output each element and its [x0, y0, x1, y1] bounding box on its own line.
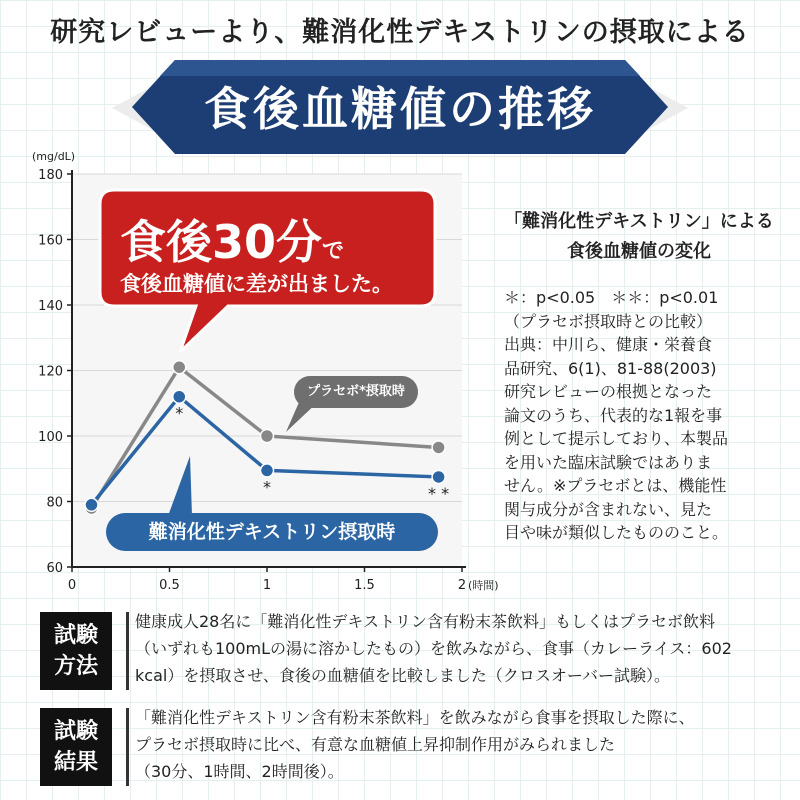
note-line: せん。※プラセボとは、機能性 — [504, 476, 727, 495]
note-line: 品研究、6(1)、81-88(2003) — [504, 358, 717, 378]
note-line: （プラセボ摂取時との比較） — [504, 311, 713, 331]
significance-mark: * — [175, 403, 184, 423]
note-line: 例として提示しており、本製品 — [504, 429, 729, 448]
x-tick-label: 0.5 — [159, 578, 180, 593]
result-label — [40, 708, 112, 786]
note-line: 関与成分が含まれない、見た — [504, 499, 713, 519]
method-label — [40, 612, 112, 690]
y-tick-label: 100 — [38, 430, 63, 445]
result-label-line2: 結果 — [53, 750, 98, 775]
side-title-line2: 食後血糖値の変化 — [567, 241, 711, 262]
callout-big-text: 食後30分 — [120, 215, 323, 269]
y-axis-label: (mg/dL) — [32, 150, 76, 163]
y-tick-label: 160 — [38, 233, 63, 249]
data-point-dextrin — [432, 470, 445, 483]
note-line: 論文のうち、代表的な1報を事 — [504, 405, 723, 425]
note-line: 出典：中川ら、健康・栄養食 — [504, 335, 713, 354]
side-title-line1: 「難消化性デキストリン」による — [504, 211, 774, 232]
x-axis-label: (時間) — [468, 579, 499, 592]
callout-small-text: で — [322, 239, 345, 264]
note-line: を用いた臨床試験ではありま — [504, 452, 713, 472]
result-line: （30分、1時間、2時間後）。 — [135, 762, 344, 781]
method-label-line2: 方法 — [53, 654, 98, 679]
result-label-line1: 試験 — [53, 719, 98, 744]
note-line: 研究レビューの根拠となった — [504, 382, 713, 401]
result-text — [135, 704, 795, 785]
method-text — [135, 608, 795, 689]
y-tick-label: 180 — [38, 168, 63, 183]
y-tick-label: 140 — [38, 299, 63, 314]
callout-subline: 食後血糖値に差が出ました。 — [120, 272, 393, 296]
x-tick-label: 1 — [262, 578, 272, 593]
note-line: ＊：p<0.05 ＊＊：p<0.01 — [504, 288, 719, 307]
data-point-placebo — [432, 441, 445, 454]
header-subtitle: 研究レビューより、難消化性デキストリンの摂取による — [50, 17, 750, 48]
data-point-placebo — [173, 361, 186, 374]
legend-dextrin: 難消化性デキストリン摂取時 — [106, 513, 438, 551]
method-line: kcal）を摂取させ、食後の血糖値を比較しました（クロスオーバー試験）。 — [135, 666, 671, 685]
result-line: プラセボ摂取時に比べ、有意な血糖値上昇抑制作用がみられました — [135, 735, 616, 754]
side-notes — [504, 286, 794, 545]
x-tick-label: 2 — [457, 578, 467, 593]
banner-title: 食後血糖値の推移 — [204, 82, 596, 136]
significance-mark: * — [263, 477, 271, 497]
note-line: 目や味が類似したもののこと。 — [504, 523, 729, 542]
result-line: 「難消化性デキストリン含有粉末茶飲料」を飲みながら食事を摂取した際に、 — [135, 708, 695, 727]
callout-headline — [120, 206, 344, 272]
data-point-placebo — [261, 430, 274, 443]
legend-placebo: プラセボ*摂取時 — [294, 376, 418, 408]
method-divider — [126, 612, 129, 690]
method-label-line1: 試験 — [53, 623, 98, 648]
y-tick-label: 80 — [46, 495, 63, 511]
side-title — [478, 207, 800, 267]
x-tick-label: 1.5 — [354, 578, 375, 593]
x-tick-label: 0 — [67, 578, 77, 593]
result-divider — [126, 708, 129, 786]
significance-mark: * * — [428, 483, 450, 503]
method-line: 健康成人28名に「難消化性デキストリン含有粉末茶飲料」もしくはプラセボ飲料 — [135, 612, 716, 631]
data-point-dextrin — [261, 464, 274, 477]
data-point-dextrin — [85, 498, 98, 511]
y-tick-label: 120 — [38, 364, 63, 380]
y-tick-label: 60 — [46, 561, 63, 576]
data-point-dextrin — [173, 390, 186, 403]
method-line: （いずれも100mLの湯に溶かしたもの）を飲みながら、食事（カレーライス：602 — [135, 639, 732, 658]
